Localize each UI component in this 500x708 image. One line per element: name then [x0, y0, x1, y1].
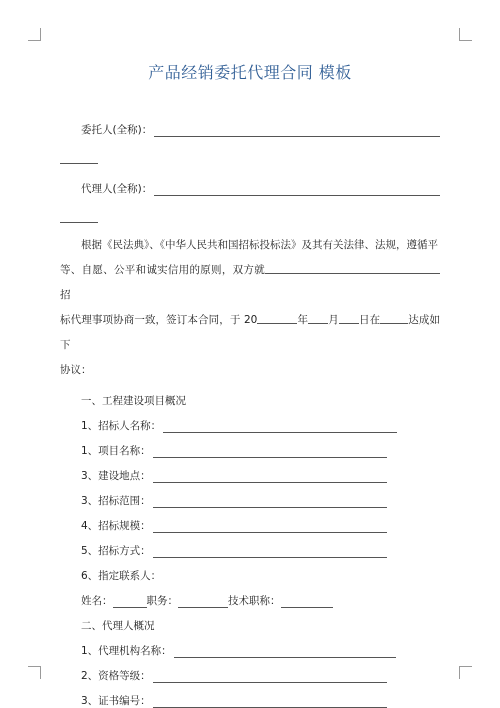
document-title: 产品经销委托代理合同 模板: [148, 63, 352, 82]
contact-name-blank[interactable]: [113, 596, 147, 608]
preamble-line-2: 等、自愿、公平和诚实信用的原则，双方就招: [60, 258, 440, 308]
day-blank[interactable]: [339, 312, 359, 324]
agent-blank-continued[interactable]: [60, 210, 98, 223]
section-1-item: 3、招标范围：: [60, 494, 440, 508]
agent-continuation: [60, 210, 440, 223]
crop-mark-bottom-left: [28, 666, 41, 679]
principal-continuation: [60, 151, 440, 164]
section-2-item: 3、证书编号：: [60, 694, 440, 708]
preamble-line-1: 根据《民法典》、《中华人民共和国招标投标法》及其有关法律、法规，遵循平: [81, 239, 438, 251]
method-blank[interactable]: [153, 545, 387, 558]
section-1-item: 4、招标规模：: [60, 519, 440, 533]
contact-title-blank[interactable]: [281, 596, 333, 608]
scale-blank[interactable]: [153, 520, 387, 533]
location-blank[interactable]: [153, 470, 387, 483]
document-page: [60, 60, 440, 708]
section-2-item: 2、资格等级：: [60, 669, 440, 683]
agent-label: 代理人(全称)：: [81, 183, 153, 195]
section-1-item: 5、招标方式：: [60, 544, 440, 558]
principal-row: [60, 123, 440, 137]
section-1-item: 3、建设地点：: [60, 469, 440, 483]
section-2-heading: 二、代理人概况: [81, 620, 155, 632]
crop-mark-top-left: [28, 28, 41, 41]
preamble-paragraph: [60, 233, 440, 383]
tenderer-name-blank[interactable]: [163, 420, 397, 433]
project-name-blank[interactable]: [153, 445, 387, 458]
principal-blank-continued[interactable]: [60, 151, 98, 164]
qualification-blank[interactable]: [153, 670, 387, 683]
preamble-line-3: 标代理事项协商一致，签订本合同，于 20 年 月 日在 达成如下: [60, 314, 441, 351]
contact-details-row: 姓名： 职务： 技术职称：: [60, 594, 440, 608]
scope-blank[interactable]: [153, 495, 387, 508]
principal-label: 委托人(全称)：: [81, 124, 153, 136]
crop-mark-bottom-right: [459, 666, 472, 679]
section-1-item: 1、项目名称：: [60, 444, 440, 458]
contact-heading: 6、指定联系人：: [81, 570, 162, 582]
principal-blank[interactable]: [154, 124, 440, 137]
crop-mark-top-right: [459, 28, 472, 41]
matter-blank[interactable]: [265, 262, 440, 274]
section-1-heading: 一、工程建设项目概况: [81, 395, 186, 407]
agency-name-blank[interactable]: [174, 645, 396, 658]
year-blank[interactable]: [257, 312, 297, 324]
agent-row: [60, 182, 440, 196]
agent-blank[interactable]: [154, 183, 440, 196]
contact-position-blank[interactable]: [178, 596, 228, 608]
section-1-item: 1、招标人名称：: [60, 419, 440, 433]
month-blank[interactable]: [308, 312, 328, 324]
certificate-number-blank[interactable]: [153, 695, 387, 708]
preamble-line-4: 协议：: [60, 364, 92, 376]
place-blank[interactable]: [380, 312, 408, 324]
section-2-item: 1、代理机构名称：: [60, 644, 440, 658]
